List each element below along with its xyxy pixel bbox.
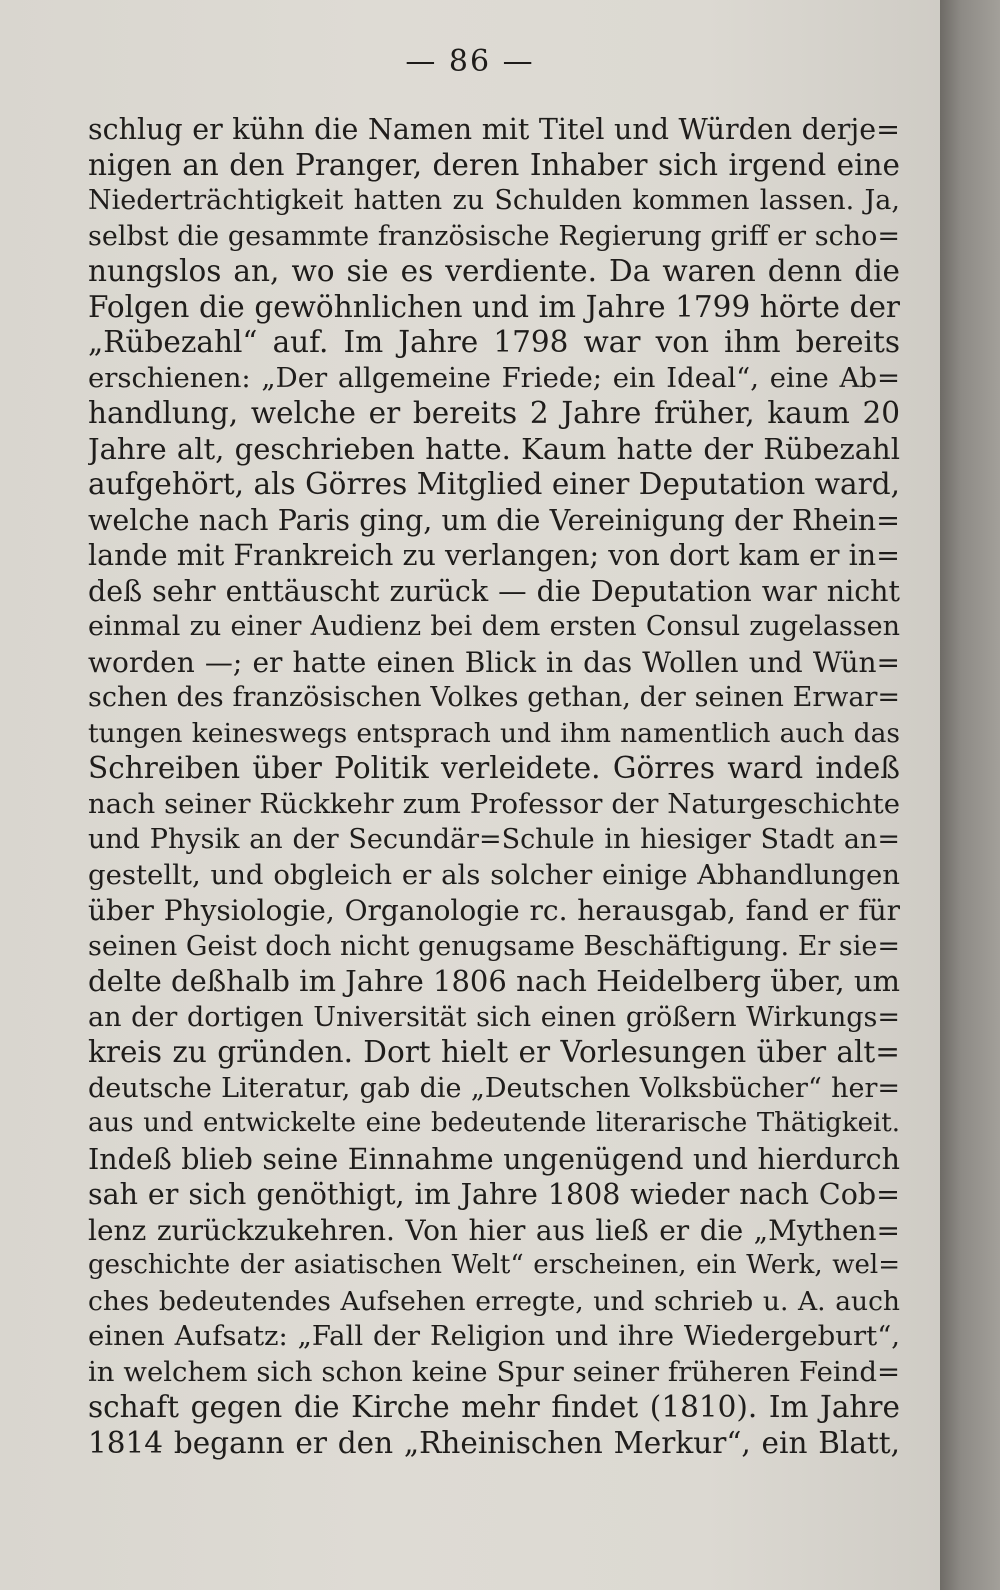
text-line: und Physik an der Secundär=Schule in hiesiger Stadt an= [88, 824, 900, 855]
text-line: in welchem sich schon keine Spur seiner früheren Feind= [88, 1355, 900, 1388]
text-line: Jahre alt, geschrieben hatte. Kaum hatte der Rübezahl [88, 431, 900, 466]
text-line: delte deßhalb im Jahre 1806 nach Heidelberg über, um [88, 964, 900, 998]
text-line: seinen Geist doch nicht genugsame Beschäftigung. Er sie= [88, 930, 900, 962]
text-line: deutsche Literatur, gab die „Deutschen Volksbücher“ her= [88, 1072, 900, 1104]
text-line: tungen keineswegs entsprach und ihm namentlich auch das [88, 717, 900, 749]
text-line: selbst die gesammte französische Regierung griff er scho= [88, 220, 900, 252]
text-line: welche nach Paris ging, um die Vereinigung der Rhein= [88, 503, 900, 537]
text-line: nach seiner Rückkehr zum Professor der Naturgeschichte [88, 787, 900, 820]
text-line: Indeß blieb seine Einnahme ungenügend und hierdurch [88, 1142, 900, 1176]
text-line: Schreiben über Politik verleidete. Görres ward indeß [88, 751, 900, 785]
text-line: schlug er kühn die Namen mit Titel und Würden derje= [88, 113, 900, 146]
text-line: handlung, welche er bereits 2 Jahre früher, kaum 20 [88, 396, 900, 430]
text-line: an der dortigen Universität sich einen größern Wirkungs= [88, 1001, 900, 1033]
text-line: geschichte der asiatischen Welt“ erscheinen, ein Werk, wel= [88, 1250, 900, 1280]
text-line: nungslos an, wo sie es verdiente. Da waren denn die [88, 254, 900, 288]
text-line: sah er sich genöthigt, im Jahre 1808 wieder nach Cob= [88, 1178, 900, 1211]
page-edge-shadow [940, 0, 1000, 1590]
text-line: deß sehr enttäuscht zurück — die Deputation war nicht [88, 574, 900, 608]
text-line: einen Aufsatz: „Fall der Religion und ihre Wiedergeburt“, [88, 1320, 900, 1352]
text-line: ches bedeutendes Aufsehen erregte, und schrieb u. A. auch [88, 1285, 900, 1317]
text-line: gestellt, und obgleich er als solcher einige Abhandlungen [88, 858, 900, 891]
page-number: — 86 — [405, 44, 535, 79]
text-line: lande mit Frankreich zu verlangen; von dort kam er in= [88, 539, 900, 572]
text-line: kreis zu gründen. Dort hielt er Vorlesungen über alt= [88, 1035, 900, 1069]
text-line: über Physiologie, Organologie rc. herausgab, fand er für [88, 894, 900, 927]
text-line: worden —; er hatte einen Blick in das Wollen und Wün= [88, 645, 900, 679]
text-line: Folgen die gewöhnlichen und im Jahre 1799 hörte der [88, 289, 900, 324]
text-line: nigen an den Pranger, deren Inhaber sich irgend eine [88, 147, 900, 182]
text-line: schaft gegen die Kirche mehr findet (1810). Im Jahre [88, 1390, 900, 1424]
text-line: schen des französischen Volkes gethan, der seinen Erwar= [88, 682, 900, 713]
text-line: einmal zu einer Audienz bei dem ersten Consul zugelassen [88, 611, 900, 642]
text-line: 1814 begann er den „Rheinischen Merkur“, ein Blatt, [88, 1425, 900, 1460]
text-line: aus und entwickelte eine bedeutende literarische Thätigkeit. [88, 1108, 900, 1138]
text-line: Niederträchtigkeit hatten zu Schulden kommen lassen. Ja, [88, 185, 900, 216]
body-text [88, 112, 900, 1461]
text-line: aufgehört, als Görres Mitglied einer Deputation ward, [88, 467, 900, 501]
text-line: erschienen: „Der allgemeine Friede; ein Ideal“, eine Ab= [88, 361, 900, 394]
text-line: „Rübezahl“ auf. Im Jahre 1798 war von ihm bereits [88, 325, 900, 359]
text-line: lenz zurückzukehren. Von hier aus ließ er die „Mythen= [88, 1213, 900, 1247]
